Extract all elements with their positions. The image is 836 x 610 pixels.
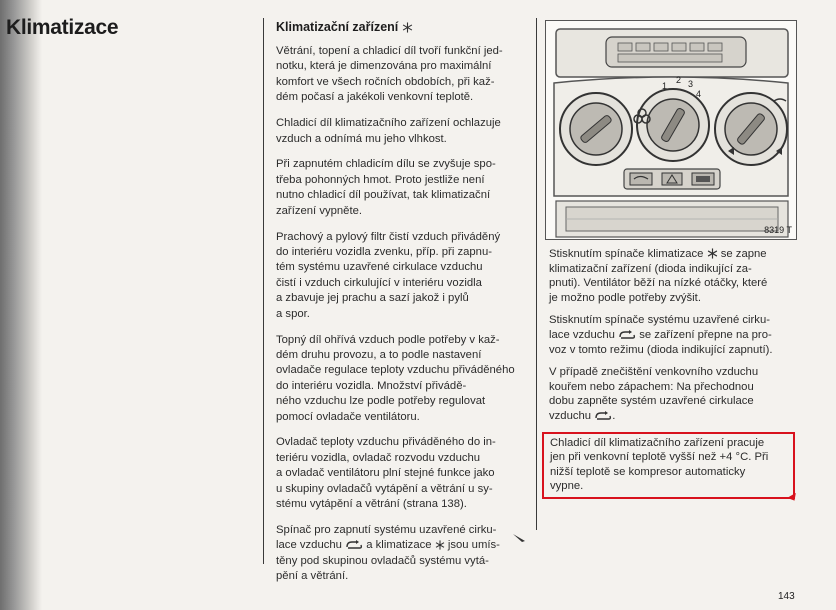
- svg-text:3: 3: [688, 79, 694, 89]
- paragraph-recirc-switch: Stisknutím spínače systému uzavřené cirku- lace vzduchu se zařízení přepne na pro- voz v tomto režimu (dioda indikující zapnutí).: [549, 314, 773, 356]
- paragraph-heating: Topný díl ohřívá vzduch podle potřeby v kaž- dém druhu provozu, a to podle nastavení ovladače regulace teploty vzduchu přiváděného do interiéru vozidla. Množství přivádě- ného vzduchu lze podle potřeby regulovat pomocí ovladače ventilátoru.: [276, 333, 515, 423]
- snowflake-icon: [402, 22, 413, 33]
- climate-panel-illustration: [546, 21, 796, 239]
- svg-text:2: 2: [676, 75, 682, 85]
- paragraph-ac-switch: Stisknutím spínače klimatizace se zapne klimatizační zařízení (dioda indikující za- pnuti). Ventilátor běží na nízké otáčky, které je možno podle potřeby zvýšit.: [549, 248, 768, 304]
- page-number: 143: [778, 591, 795, 602]
- highlighted-note: Chladicí díl klimatizačního zařízení pracuje jen při venkovní teplotě vyšší než +4 °C. Při nižší teplotě se kompresor automaticky vypne.: [542, 432, 795, 499]
- recirculation-icon: [594, 411, 612, 421]
- note-corner-arrow: [787, 493, 799, 503]
- climate-control-figure: [545, 20, 797, 240]
- column-main-text: [276, 20, 528, 595]
- paragraph-controls: Ovladač teploty vzduchu přiváděného do in- teriéru vozidla, ovladač rozvodu vzduchu a ovladač ventilátoru plní stejné funkce jako u skupiny ovladačů vytápění a větrání u sy- stému vytápění a větrání (strana 138).: [276, 436, 496, 511]
- paragraph-switches: Spínač pro zapnutí systému uzavřené cirku- lace vzduchu a klimatizace jsou umís- těny pod skupinou ovladačů systému vytá- pění a větrání.: [276, 523, 500, 583]
- section-title: Klimatizace: [6, 16, 119, 39]
- snowflake-icon: [435, 540, 445, 550]
- snowflake-icon: [707, 248, 718, 259]
- paragraph-cooling: Chladicí díl klimatizačního zařízení ochlazuje vzduch a odnímá mu jeho vlhkost.: [276, 117, 501, 145]
- page-gutter-shadow: [0, 0, 42, 610]
- paragraph-pollution: V případě znečištění venkovního vzduchu kouřem nebo zápachem: Na přechodnou dobu zapněte systém uzavřené cirkulace vzduchu .: [549, 366, 759, 422]
- column-rule-left: [263, 18, 264, 564]
- recirculation-icon: [618, 330, 636, 340]
- svg-text:4: 4: [696, 89, 702, 99]
- figure-code: 8319 T: [764, 225, 792, 235]
- recirculation-icon: [345, 540, 363, 550]
- paragraph-fuel: Při zapnutém chladicím dílu se zvyšuje spo- třeba pohonných hmot. Proto jestliže není nutno chladicí díl používat, tak klimatizační zařízení vypněte.: [276, 158, 496, 217]
- subsection-heading-text: Klimatizační zařízení: [276, 20, 399, 34]
- subsection-heading: [276, 20, 528, 34]
- paragraph-filter: Prachový a pylový filtr čistí vzduch přiváděný do interiéru vozidla zvenku, příp. při zapnu- tém systému uzavřené cirkulace vzduchu čistí i vzduch cirkulující v interiéru vozidla a zbavuje jej prachu a sazí jakož i pylů a spor.: [276, 230, 501, 320]
- section-end-mark: [512, 532, 528, 544]
- column-rule-right: [536, 18, 537, 530]
- paragraph-intro: Větrání, topení a chladicí díl tvoří funkční jed- notku, která je dimenzována pro maximální komfort ve všech ročních obdobích, při kaž- dém počasí a jakékoli venkovní teplotě.: [276, 45, 503, 104]
- svg-text:1: 1: [662, 81, 668, 91]
- column-right-text: [549, 247, 791, 507]
